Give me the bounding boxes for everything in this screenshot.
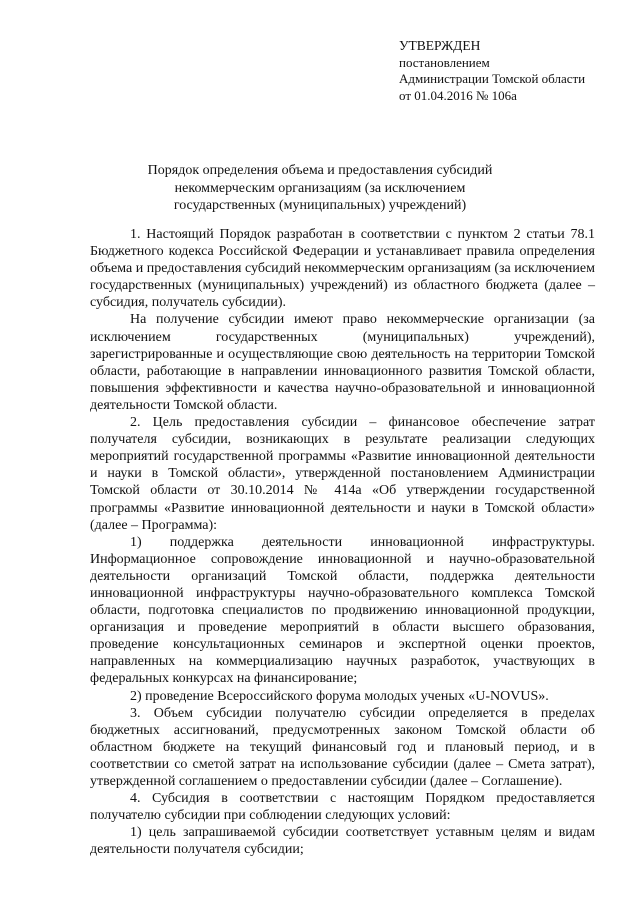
title-line: государственных (муниципальных) учреждений) — [173, 198, 467, 213]
document-title — [90, 162, 550, 215]
paragraph: 4. Субсидия в соответствии с настоящим Порядком предоставляется получателю субсидии при соблюдении следующих условий: — [90, 791, 595, 824]
approval-date: от 01.04.2016 № 106а — [399, 87, 517, 103]
paragraph: 2. Цель предоставления субсидии – финансовое обеспечение затрат получателя субсидии, возникающих в результате реализации следующих мероприятий государственной программы «Развитие инновационной деятельности и науки в Томской области», утвержденной постановлением Администрации Томской области от 30.10.2014 № 414а «Об утверждении государственной программы «Развитие инновационной деятельности и науки в Томской области» (далее – Программа): — [90, 415, 595, 533]
paragraph: 1) поддержка деятельности инновационной инфраструктуры. Информационное сопровождение инновационной и научно-образовательной деятельности организаций Томской области, поддержка деятельности инновационной инфраструктуры научно-образовательного комплекса Томской области, подготовка специалистов по продвижению инновационной продукции, организация и проведение мероприятий в области высшего образования, проведение консультационных семинаров и экспертной оценки проектов, направленных на коммерциализацию научных разработок, участвующих в федеральных конкурсах на финансирование; — [90, 534, 595, 687]
approval-line: постановлением — [399, 54, 490, 70]
document-body — [90, 226, 595, 858]
title-line: некоммерческим организациям (за исключением — [174, 180, 466, 196]
approval-title: УТВЕРЖДЕН — [399, 38, 481, 53]
paragraph: На получение субсидии имеют право некоммерческие организации (за исключением государственных (муниципальных) учреждений), зарегистрированные и осуществляющие свою деятельность на территории Томской области, работающие в направлении инновационного развития Томской области, повышения эффективности и качества научно-образовательной и инновационной деятельности Томской области. — [90, 312, 595, 413]
approval-stamp — [399, 38, 619, 104]
paragraph: 3. Объем субсидии получателю субсидии определяется в пределах бюджетных ассигнований, предусмотренных законом Томской области об областном бюджете на текущий финансовый год и плановый период, и в соответствии со сметой затрат на использование субсидии (далее – Смета затрат), утвержденной соглашением о предоставлении субсидии (далее – Соглашение). — [90, 705, 595, 789]
approval-line: Администрации Томской области — [399, 71, 586, 86]
title-line: Порядок определения объема и предоставления субсидий — [147, 163, 493, 178]
paragraph: 1. Настоящий Порядок разработан в соответствии с пунктом 2 статьи 78.1 Бюджетного кодекса Российской Федерации и устанавливает правила определения объема и предоставления субсидий некоммерческим организациям (за исключением государственных (муниципальных) учреждений) из областного бюджета (далее – субсидия, получатель субсидии). — [90, 227, 595, 311]
paragraph: 2) проведение Всероссийского форума молодых ученых «U-NOVUS». — [130, 688, 549, 704]
paragraph: 1) цель запрашиваемой субсидии соответствует уставным целям и видам деятельности получателя субсидии; — [90, 825, 595, 858]
